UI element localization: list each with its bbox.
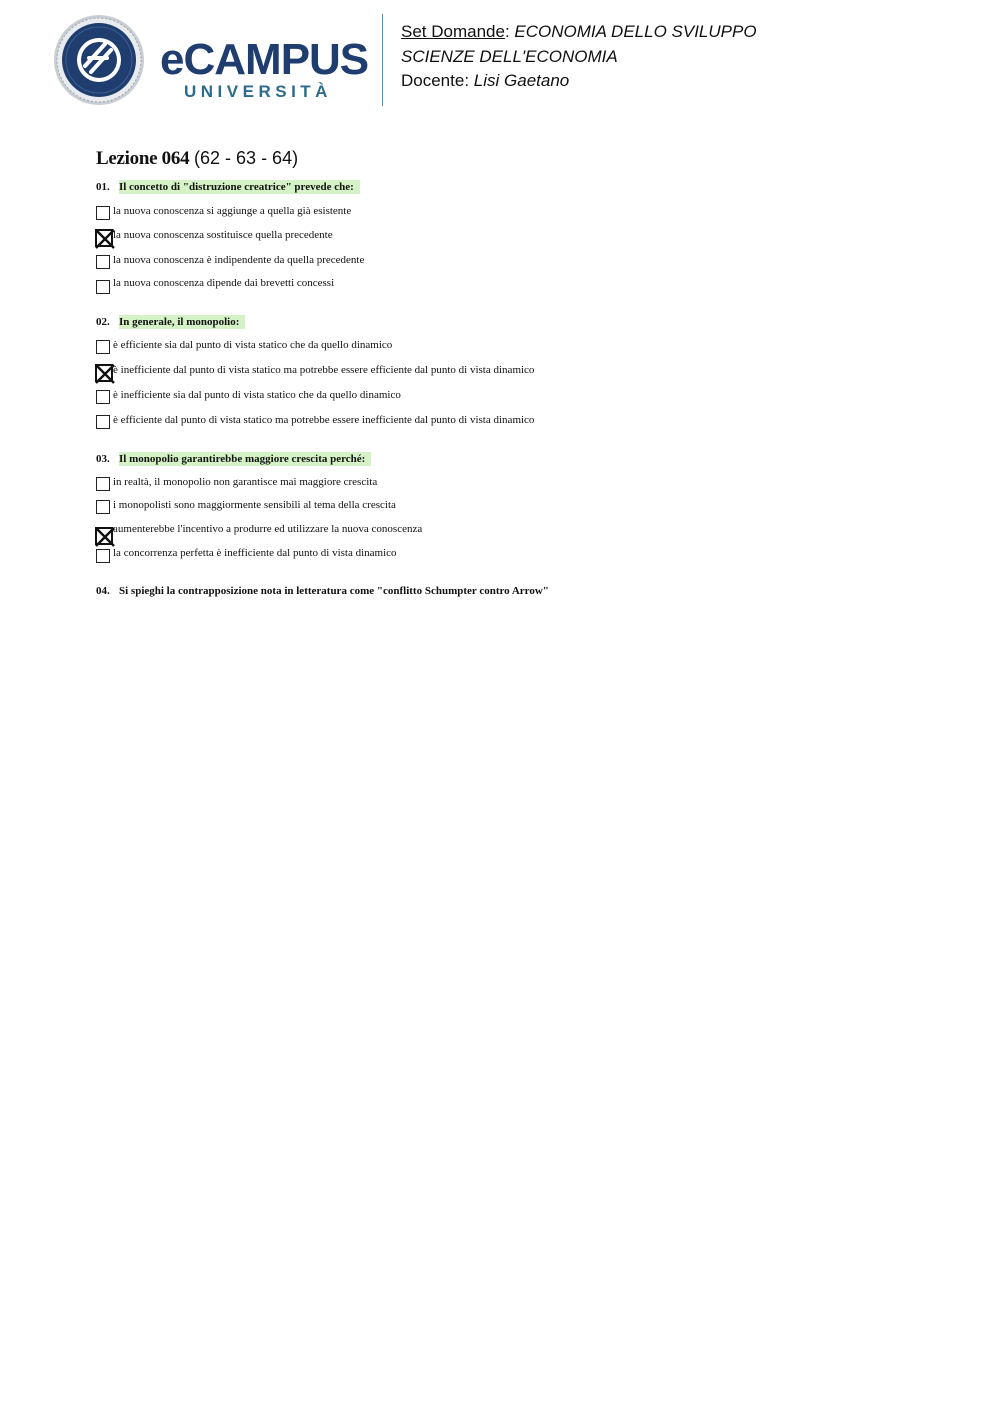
option-label: in realtà, il monopolio non garantisce mai maggiore crescita: [113, 476, 378, 488]
option-label: la nuova conoscenza si aggiunge a quella già esistente: [113, 205, 352, 217]
checkbox-checked[interactable]: [95, 229, 113, 247]
question-text: Il concetto di "distruzione creatrice" prevede che:: [119, 180, 360, 194]
option-label: è inefficiente sia dal punto di vista statico che da quello dinamico: [113, 389, 401, 401]
option-label: è inefficiente dal punto di vista statico ma potrebbe essere efficiente dal punto di vista dinamico: [113, 364, 535, 376]
lesson-title: [96, 148, 298, 170]
set-line: Set Domande: ECONOMIA DELLO SVILUPPO: [401, 22, 757, 41]
lesson-range: (62 - 63 - 64): [194, 148, 299, 168]
brand-subtitle: UNIVERSITÀ: [184, 82, 332, 101]
question-text: Il monopolio garantirebbe maggiore crescita perché:: [119, 452, 371, 466]
question-text: Si spieghi la contrapposizione nota in letteratura come "conflitto Schumpter contro Arrow": [119, 585, 549, 597]
checkbox[interactable]: [96, 255, 110, 269]
question-03: [96, 453, 371, 465]
checkbox[interactable]: [96, 500, 110, 514]
option-label: i monopolisti sono maggiormente sensibili al tema della crescita: [113, 499, 396, 511]
checkbox[interactable]: [96, 280, 110, 294]
teacher-line: [401, 69, 757, 94]
question-number: 02.: [96, 316, 110, 328]
checkbox-checked[interactable]: [95, 527, 113, 545]
question-number: 01.: [96, 181, 110, 193]
question-01: [96, 181, 360, 193]
checkbox[interactable]: [96, 390, 110, 404]
lesson-number: Lezione 064: [96, 148, 190, 169]
option-label: la nuova conoscenza sostituisce quella precedente: [113, 229, 333, 241]
page-header: [0, 0, 1000, 120]
checkbox[interactable]: [96, 549, 110, 563]
checkbox-checked[interactable]: [95, 364, 113, 382]
question-02: [96, 316, 245, 328]
question-text: In generale, il monopolio:: [119, 315, 245, 329]
option-label: la nuova conoscenza è indipendente da quella precedente: [113, 254, 365, 266]
course-line: [401, 45, 757, 70]
checkbox[interactable]: [96, 340, 110, 354]
brand-rest: CAMPUS: [183, 35, 369, 84]
option-label: è efficiente dal punto di vista statico ma potrebbe essere inefficiente dal punto di vista dinamico: [113, 414, 535, 426]
checkbox[interactable]: [96, 415, 110, 429]
brand-name: [160, 35, 369, 84]
question-04: [96, 585, 555, 597]
teacher-label: Docente:: [401, 71, 470, 90]
option-label: la nuova conoscenza dipende dai brevetti concessi: [113, 277, 335, 289]
checkbox[interactable]: [96, 206, 110, 220]
checkbox[interactable]: [96, 477, 110, 491]
option-label: è efficiente sia dal punto di vista statico che da quello dinamico: [113, 339, 393, 351]
brand-prefix: e: [160, 35, 184, 84]
header-divider: [382, 14, 383, 106]
question-number: 04.: [96, 585, 110, 597]
course-name: SCIENZE DELL'ECONOMIA: [401, 46, 618, 66]
teacher-name: Lisi Gaetano: [473, 71, 570, 90]
option-label: la concorrenza perfetta è inefficiente dal punto di vista dinamico: [113, 547, 397, 559]
brand-wordmark: [160, 35, 369, 102]
set-label: Set Domande: [401, 22, 505, 41]
question-number: 03.: [96, 453, 110, 465]
university-seal-logo: [53, 14, 145, 106]
course-meta: [401, 20, 757, 94]
set-title: ECONOMIA DELLO SVILUPPO: [514, 22, 757, 41]
option-label: aumenterebbe l'incentivo a produrre ed utilizzare la nuova conoscenza: [113, 523, 423, 535]
